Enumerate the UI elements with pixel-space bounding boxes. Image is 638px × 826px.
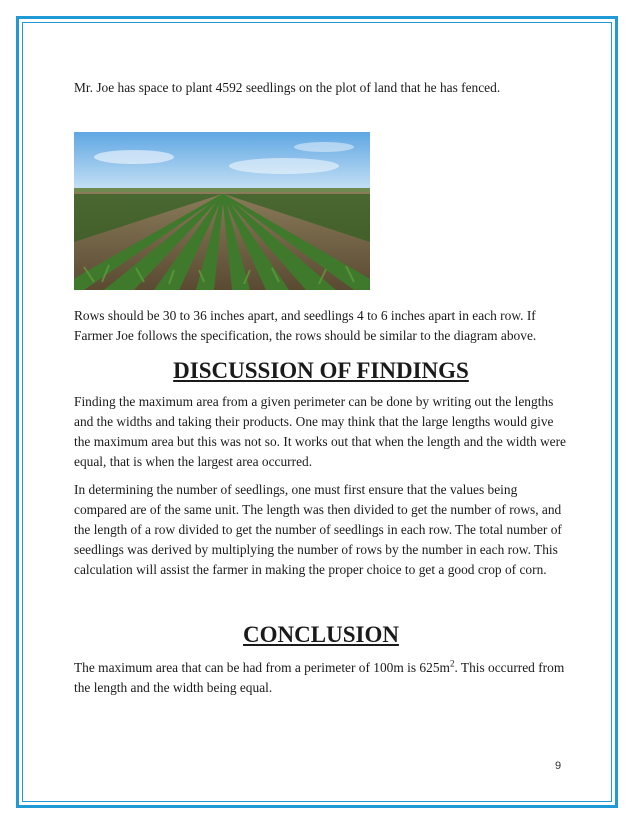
intro-paragraph: Mr. Joe has space to plant 4592 seedlings on the plot of land that he has fenced.: [74, 80, 501, 95]
conclusion-paragraph: [74, 658, 568, 698]
conclusion-superscript: 2: [449, 658, 455, 669]
discussion-heading: DISCUSSION OF FINDINGS: [173, 358, 469, 383]
conclusion-text-end: . This occurred from the length and the width being equal.: [74, 660, 565, 695]
cornfield-photo: [74, 132, 370, 290]
discussion-paragraph-2: In determining the number of seedlings, one must first ensure that the values being compared are of the same unit. The length was then divided to get the number of rows, and the length of a row divided to get the number of seedlings in each row. The total number of seedlings was derived by multiplying the number of rows by the number in each row. This calculation will assist the farmer in making the proper choice to get a good crop of corn.: [74, 482, 562, 577]
rows-paragraph: Rows should be 30 to 36 inches apart, and seedlings 4 to 6 inches apart in each row. If Farmer Joe follows the specification, the rows should be similar to the diagram above.: [74, 308, 537, 343]
page-number: 9: [555, 760, 562, 772]
page-content: [74, 78, 568, 698]
conclusion-text-start: The maximum area that can be had from a perimeter of 100m is 625m: [74, 660, 450, 675]
conclusion-heading: CONCLUSION: [243, 622, 399, 647]
discussion-paragraph-1: Finding the maximum area from a given perimeter can be done by writing out the lengths and the widths and taking their products. One may think that the large lengths would give the maximum area but this was not so. It works out that when the length and the width were equal, that is when the largest area occurred.: [74, 394, 567, 469]
